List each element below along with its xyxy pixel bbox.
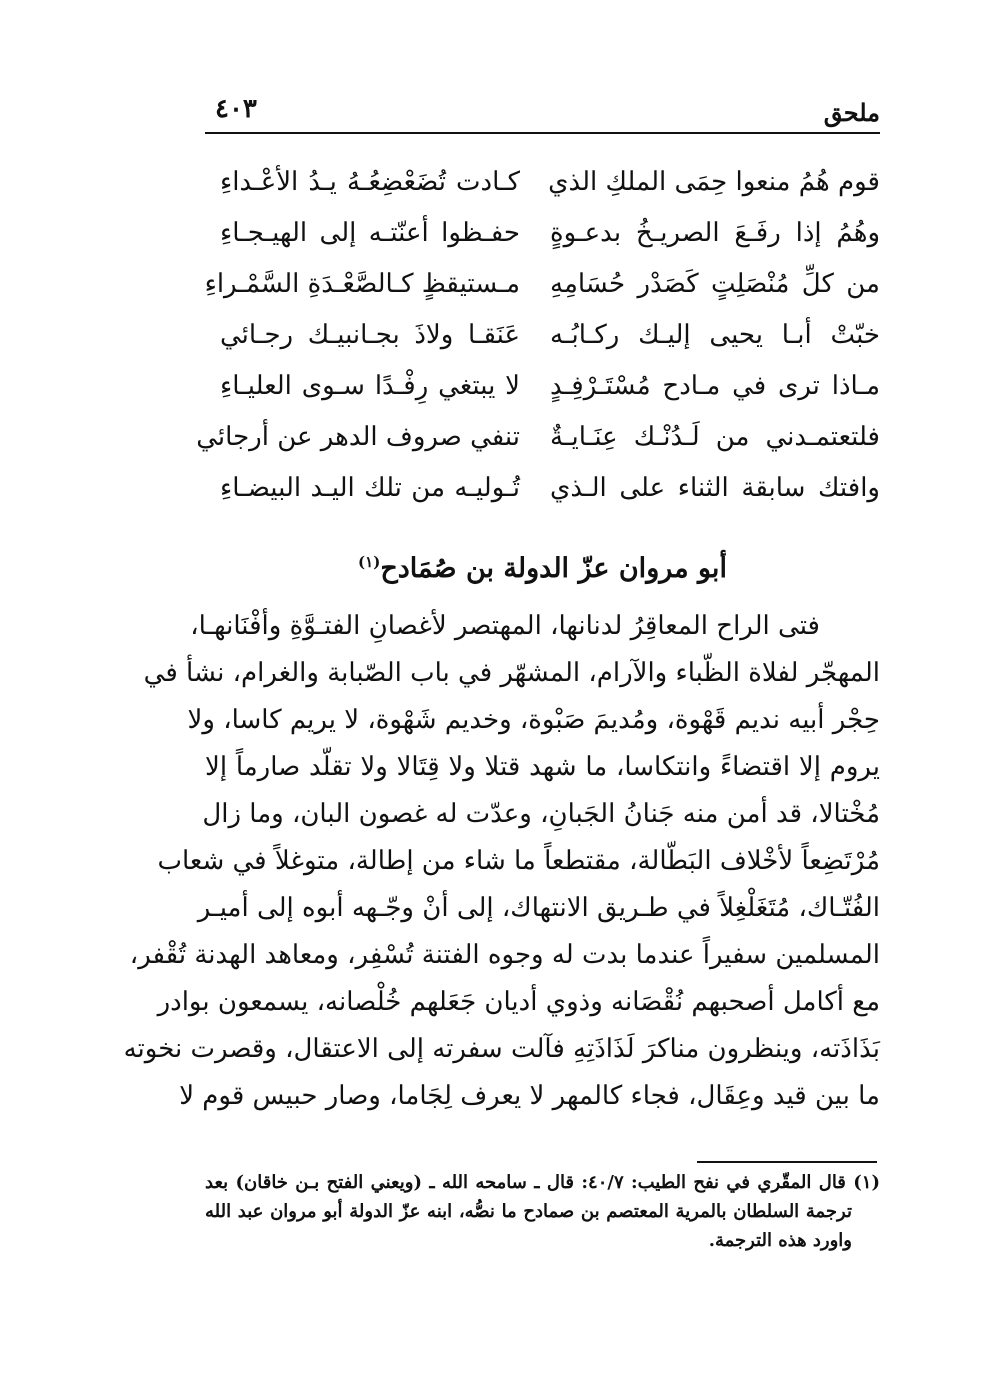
poem-verse (205, 364, 880, 415)
footnote-line: (١) قال المقّري في نفح الطيب: ٤٠/٧: قال ـ سامحه الله ـ (ويعني الفتح بـن خاقان) بعد (205, 1172, 880, 1193)
page-header (205, 92, 880, 132)
footnote (205, 1168, 880, 1255)
prose-line: مُخْتالا، قد أمن منه جَنانُ الجَبانِ، وعدّت له غصون البان، وما زال (202, 799, 880, 829)
poem-verse (205, 313, 880, 364)
verse-first-hemistich: فلتعتمـدني من لَـدُنْـك عِنَـايـةٌ (550, 422, 880, 452)
poem-verse (205, 211, 880, 262)
poem-verse (205, 262, 880, 313)
verse-second-hemistich: لا يبتغي رِفْـدًا سـوى العليـاءِ (220, 371, 520, 401)
verse-first-hemistich: وهُمُ إذا رفَـعَ الصريـخُ بدعـوةٍ (550, 218, 880, 248)
verse-second-hemistich: كـادت تُضَعْضِعُـهُ يـدُ الأعْـداءِ (220, 167, 520, 197)
verse-second-hemistich: مـستيقظٍ كـالصَّعْـدَةِ السَّمْـراءِ (204, 269, 520, 299)
verse-first-hemistich: وافتك سابقة الثناء على الـذي (550, 473, 880, 503)
prose-line: الفُتّـاك، مُتَغَلْغِلاً في طـريق الانتهاك، إلى أنْ وجّـهه أبوه إلى أميـر (197, 893, 880, 923)
prose-paragraph (123, 604, 880, 1121)
page-number: ٤٠٣ (215, 94, 257, 124)
prose-line: المسلمين سفيراً عندما بدت له وجوه الفتنة تُسْفِر، ومعاهد الهدنة تُقْفر، (129, 940, 880, 970)
verse-second-hemistich: تنفي صروف الدهر عن أرجائي (196, 422, 520, 452)
footnote-rule (697, 1161, 877, 1163)
footnote-reference[interactable]: (١) (358, 553, 381, 571)
verse-first-hemistich: خبّتْ أبـا يحيى إليـك ركـابُـه (550, 320, 880, 350)
section-title (205, 553, 880, 584)
prose-line: المهجّر لفلاة الظّباء والآرام، المشهّر في باب الصّبابة والغرام، نشأ في (143, 658, 880, 688)
verse-first-hemistich: من كلِّ مُنْصَلِتٍ كَصَدْر حُسَامِهِ (550, 269, 880, 299)
poem-verse (205, 466, 880, 517)
verse-second-hemistich: تُـوليـه من تلك اليـد البيضـاءِ (220, 473, 520, 503)
prose-line: فتى الراح المعاقِرُ لدنانها، المهتصر لأغصانِ الفتـوَّةِ وأفْنَانهـا، (190, 611, 820, 641)
footnote-line: ترجمة السلطان بالمرية المعتصم بن صمادح ما نصُّه، ابنه عزّ الدولة أبو مروان عبد الله (205, 1201, 852, 1222)
footnote-line: واورد هذه الترجمة. (708, 1230, 852, 1251)
verse-second-hemistich: عَنَقـا ولاذَ بجـانبيـك رجـائي (220, 320, 520, 350)
poem-verse (205, 160, 880, 211)
verse-second-hemistich: حفـظوا أعنّتـه إلى الهيـجـاءِ (220, 218, 520, 248)
prose-line: يروم إلا اقتضاءً وانتكاسا، ما شهد قتلا ولا قِتَالا ولا تقلّد صارماً إلا (205, 752, 880, 782)
verse-first-hemistich: مـاذا ترى في مـادح مُسْتَـرْفِـدٍ (550, 371, 880, 401)
prose-line: بَذَاذَته، وينظرون مناكرَ لَذَاذَتِهِ فآلت سفرته إلى الاعتقال، وقصرت نخوته (123, 1034, 880, 1064)
prose-line: مع أكامل أصحبهم نُقْصَانه وذوي أديان جَعَلهم خُلْصانه، يسمعون بوادر (157, 987, 880, 1017)
poem-verse (196, 415, 880, 466)
prose-line: حِجْر أبيه نديم قَهْوة، ومُديمَ صَبْوة، وخديم شَهْوة، لا يريم كاسا، ولا (187, 705, 880, 735)
running-title: ملحق (823, 98, 880, 127)
prose-line: ما بين قيد وعِقَال، فجاء كالمهر لا يعرف لِجَاما، وصار حبيس قوم لا (179, 1081, 880, 1111)
section-title-text: أبو مروان عزّ الدولة بن صُمَادح (380, 553, 727, 584)
prose-line: مُرْتَضِعاً لأخْلاف البَطّالة، مقتطعاً ما شاء من إطالة، متوغلاً في شعاب (157, 846, 880, 876)
header-rule (205, 132, 880, 134)
verse-first-hemistich: قوم هُمُ منعوا حِمَى الملكِ الذي (548, 167, 880, 197)
poem (196, 160, 880, 517)
